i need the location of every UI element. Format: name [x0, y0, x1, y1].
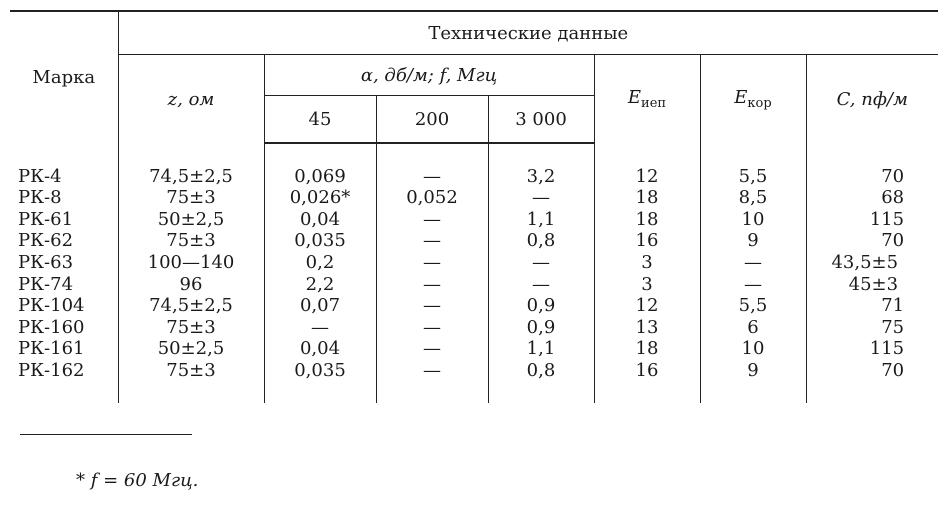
cell-attenuation-45: 0,04 — [264, 209, 376, 231]
header-e-main-sub: иеп — [641, 96, 667, 111]
table-row — [10, 166, 938, 188]
cell-attenuation-3000: 1,1 — [488, 338, 594, 360]
cell-e-main: 12 — [594, 295, 700, 317]
cell-capacitance: 115 — [806, 209, 938, 231]
cell-e-kor: 10 — [700, 338, 806, 360]
cell-attenuation-3000: 0,9 — [488, 295, 594, 317]
cell-brand: РК-61 — [18, 208, 74, 230]
cell-e-kor: 9 — [700, 360, 806, 382]
cell-attenuation-200: — — [376, 338, 488, 360]
cell-attenuation-45: 0,035 — [264, 230, 376, 252]
cell-capacitance: 70 — [806, 166, 938, 188]
cell-impedance: 75±3 — [118, 230, 264, 252]
table-row — [10, 187, 938, 209]
cell-attenuation-45: 0,035 — [264, 360, 376, 382]
cell-attenuation-3000: 0,8 — [488, 230, 594, 252]
cell-brand: РК-63 — [18, 251, 74, 273]
cell-e-kor: 9 — [700, 230, 806, 252]
cell-impedance: 50±2,5 — [118, 338, 264, 360]
header-e-main-letter: E — [627, 87, 642, 108]
cell-attenuation-45: 0,07 — [264, 295, 376, 317]
cell-attenuation-3000: 0,9 — [488, 317, 594, 339]
cell-attenuation-200: — — [376, 295, 488, 317]
cell-attenuation-200: 0,052 — [376, 187, 488, 209]
table-row — [10, 360, 938, 382]
cell-e-kor: — — [700, 274, 806, 296]
cell-e-main: 13 — [594, 317, 700, 339]
header-technical-data: Технические данные — [118, 11, 938, 55]
cell-impedance: 50±2,5 — [118, 209, 264, 231]
cell-attenuation-200: — — [376, 274, 488, 296]
cell-attenuation-200: — — [376, 360, 488, 382]
cell-capacitance: 71 — [806, 295, 938, 317]
cell-e-main: 16 — [594, 230, 700, 252]
table-row — [10, 209, 938, 231]
cell-attenuation-200: — — [376, 209, 488, 231]
table-row — [10, 230, 938, 252]
header-brand: Марка — [10, 11, 118, 143]
header-e-main — [594, 55, 700, 144]
cell-e-kor: 10 — [700, 209, 806, 231]
cell-attenuation-45: 0,04 — [264, 338, 376, 360]
cell-attenuation-45: — — [264, 317, 376, 339]
cell-attenuation-45: 0,026* — [264, 187, 376, 209]
cell-e-main: 18 — [594, 209, 700, 231]
cell-impedance: 75±3 — [118, 187, 264, 209]
header-attenuation: α, дб/м; f, Мгц — [264, 55, 594, 96]
cell-attenuation-45: 0,2 — [264, 252, 376, 274]
cell-brand: РК-62 — [18, 230, 74, 252]
footnote-divider — [20, 434, 192, 435]
cell-e-kor: 5,5 — [700, 295, 806, 317]
cell-impedance: 74,5±2,5 — [118, 166, 264, 188]
cell-attenuation-200: — — [376, 166, 488, 188]
cell-e-kor: — — [700, 252, 806, 274]
cell-impedance: 74,5±2,5 — [118, 295, 264, 317]
cell-capacitance: 75 — [806, 317, 938, 339]
cell-attenuation-200: — — [376, 230, 488, 252]
cell-e-main: 12 — [594, 166, 700, 188]
cell-impedance: 75±3 — [118, 317, 264, 339]
cell-brand: РК-8 — [18, 187, 62, 209]
header-impedance: z, ом — [118, 55, 264, 144]
header-freq-45: 45 — [264, 96, 376, 144]
table-row — [10, 317, 938, 339]
cell-attenuation-3000: — — [488, 187, 594, 209]
cell-brand: РК-74 — [18, 273, 74, 295]
header-capacitance: C, пф/м — [806, 55, 938, 144]
cell-capacitance: 70 — [806, 360, 938, 382]
cell-e-main: 16 — [594, 360, 700, 382]
cell-attenuation-200: — — [376, 252, 488, 274]
cell-e-kor: 8,5 — [700, 187, 806, 209]
cell-attenuation-3000: 1,1 — [488, 209, 594, 231]
cell-capacitance: 70 — [806, 230, 938, 252]
cell-brand: РК-161 — [18, 338, 85, 360]
cell-capacitance: 43,5±5 — [806, 252, 938, 274]
cell-attenuation-45: 0,069 — [264, 166, 376, 188]
table-row — [10, 295, 938, 317]
cell-e-kor: 6 — [700, 317, 806, 339]
header-e-kor-sub: кор — [747, 96, 772, 111]
header-freq-200: 200 — [376, 96, 488, 144]
cell-e-main: 3 — [594, 252, 700, 274]
cell-capacitance: 115 — [806, 338, 938, 360]
header-freq-3000: 3 000 — [488, 96, 594, 144]
cell-e-main: 3 — [594, 274, 700, 296]
cell-capacitance: 45±3 — [806, 274, 938, 296]
cell-brand: РК-160 — [18, 316, 85, 338]
cell-e-kor: 5,5 — [700, 166, 806, 188]
header-e-kor-letter: E — [734, 87, 748, 108]
cell-attenuation-45: 2,2 — [264, 274, 376, 296]
cell-impedance: 75±3 — [118, 360, 264, 382]
cable-data-table — [10, 10, 938, 403]
cell-attenuation-3000: — — [488, 252, 594, 274]
cell-attenuation-3000: — — [488, 274, 594, 296]
cell-e-main: 18 — [594, 187, 700, 209]
cell-brand: РК-162 — [18, 359, 85, 381]
table-row — [10, 252, 938, 274]
cell-attenuation-3000: 3,2 — [488, 166, 594, 188]
cell-capacitance: 68 — [806, 187, 938, 209]
table-row — [10, 338, 938, 360]
cell-brand: РК-4 — [18, 165, 62, 187]
cell-brand: РК-104 — [18, 295, 85, 317]
header-e-kor — [700, 55, 806, 144]
cell-impedance: 96 — [118, 274, 264, 296]
cell-impedance: 100—140 — [118, 252, 264, 274]
cell-attenuation-3000: 0,8 — [488, 360, 594, 382]
footnote: * f = 60 Мгц. — [76, 470, 199, 491]
cell-e-main: 18 — [594, 338, 700, 360]
table-row — [10, 274, 938, 296]
cell-attenuation-200: — — [376, 317, 488, 339]
